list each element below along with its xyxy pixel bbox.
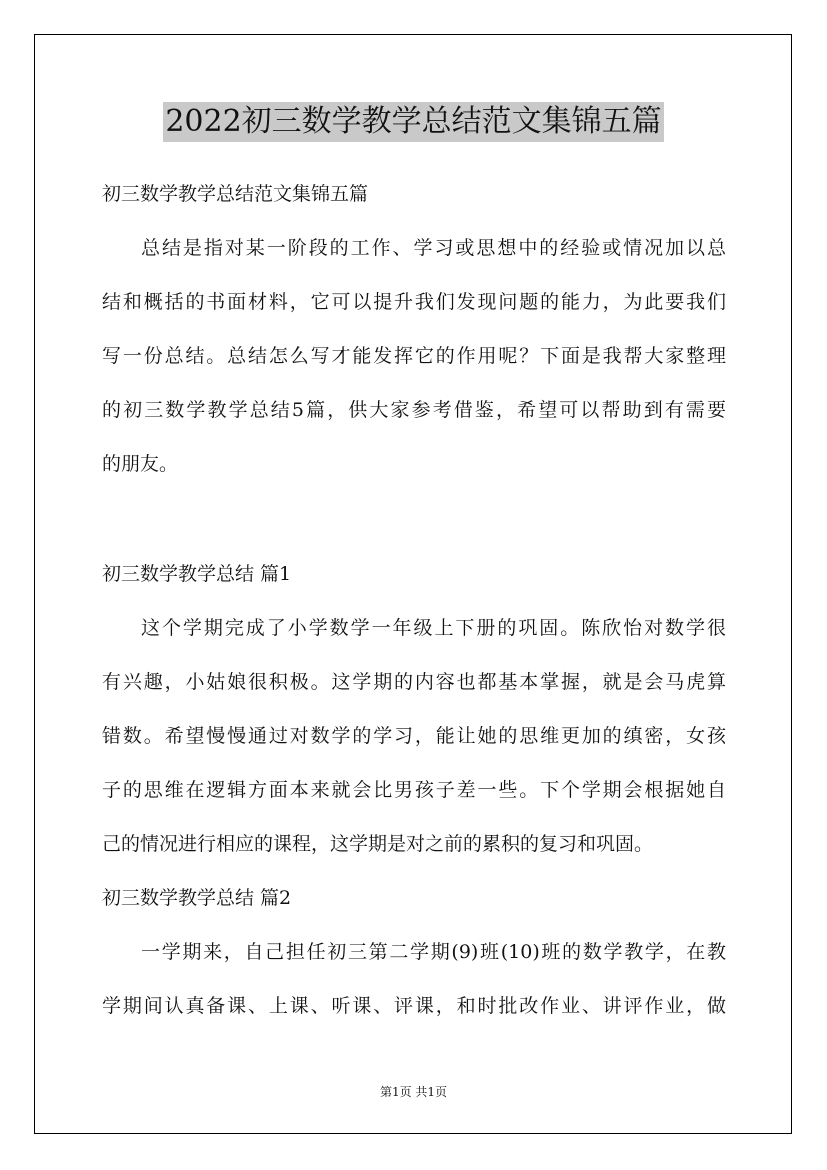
section-1-line-4: 子的思维在逻辑方面本来就会比男孩子差一些。下个学期会根据她自 (102, 779, 726, 801)
intro-line-3: 写一份总结。总结怎么写才能发挥它的作用呢？下面是我帮大家整理 (102, 345, 726, 367)
intro-line-5: 的朋友。 (102, 453, 179, 475)
section-1-heading: 初三数学教学总结 篇1 (102, 563, 292, 585)
title-container (0, 102, 827, 142)
section-2-line-1: 一学期来，自己担任初三第二学期(9)班(10)班的数学教学，在教 (141, 941, 726, 963)
intro-line-1: 总结是指对某一阶段的工作、学习或思想中的经验或情况加以总 (141, 237, 726, 259)
page-footer: 第1页 共1页 (379, 1085, 448, 1099)
section-2-line-2: 学期间认真备课、上课、听课、评课，和时批改作业、讲评作业，做 (102, 995, 726, 1017)
section-2-heading: 初三数学教学总结 篇2 (102, 887, 292, 909)
section-1-line-3: 错数。希望慢慢通过对数学的学习，能让她的思维更加的缜密，女孩 (102, 725, 726, 747)
section-1-line-1: 这个学期完成了小学数学一年级上下册的巩固。陈欣怡对数学很 (141, 617, 726, 639)
document-title: 2022初三数学教学总结范文集锦五篇 (163, 102, 663, 142)
document-subtitle: 初三数学教学总结范文集锦五篇 (102, 183, 369, 205)
intro-line-2: 结和概括的书面材料，它可以提升我们发现问题的能力，为此要我们 (102, 291, 726, 313)
intro-line-4: 的初三数学教学总结5篇，供大家参考借鉴，希望可以帮助到有需要 (102, 399, 726, 421)
section-1-line-5: 己的情况进行相应的课程，这学期是对之前的累积的复习和巩固。 (102, 833, 654, 855)
section-1-line-2: 有兴趣，小姑娘很积极。这学期的内容也都基本掌握，就是会马虎算 (102, 671, 726, 693)
